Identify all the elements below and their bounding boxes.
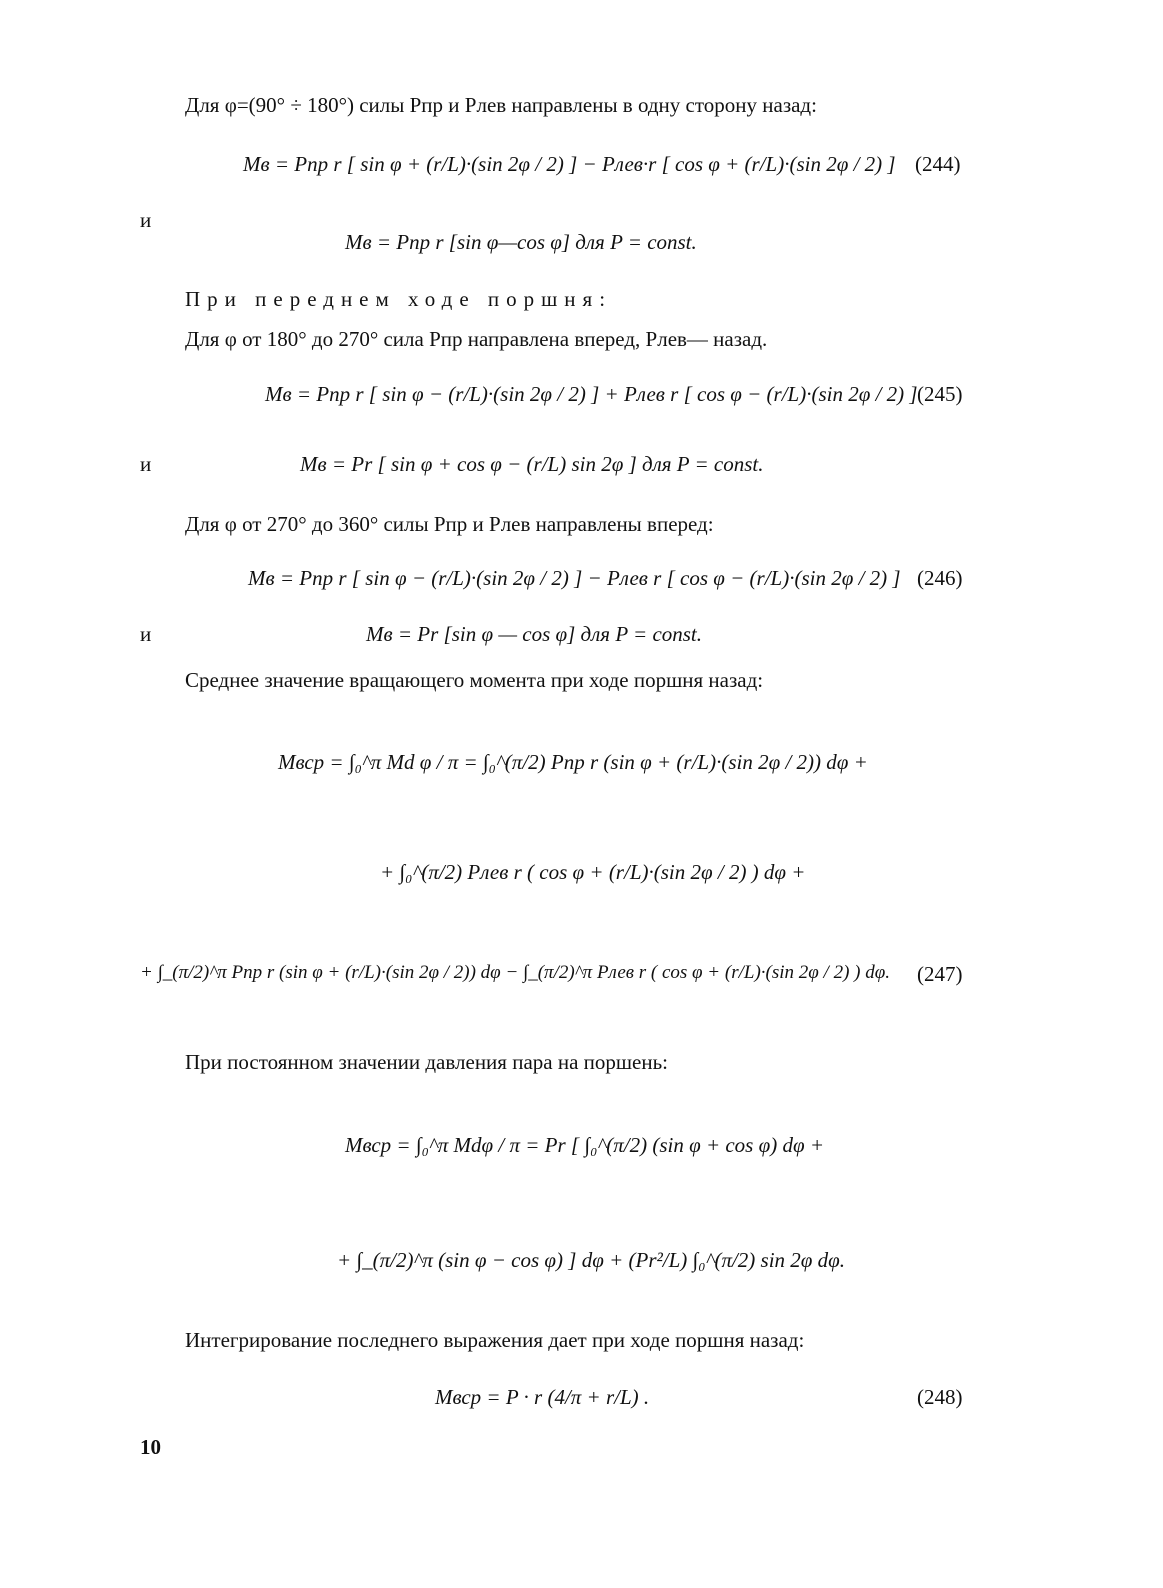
paragraph-5: Среднее значение вращающего момента при ходе поршня назад:: [185, 668, 764, 692]
equation-247-line3: + ∫_(π/2)^π Pпр r (sin φ + (r/L)·(sin 2φ / 2)) dφ − ∫_(π/2)^π Pлев r ( cos φ + (r/L)·(sin 2φ / 2) ) dφ.: [140, 962, 890, 983]
equation-245b: Mв = Pr [ sin φ + cos φ − (r/L) sin 2φ ] для P = const.: [300, 452, 764, 476]
paragraph-1: Для φ=(90° ÷ 180°) силы Pпр и Pлев направлены в одну сторону назад:: [185, 93, 817, 117]
paragraph-4: Для φ от 270° до 360° силы Pпр и Pлев направлены вперед:: [185, 512, 714, 536]
equation-247-line2: + ∫₀^(π/2) Pлев r ( cos φ + (r/L)·(sin 2φ / 2) ) dφ +: [380, 860, 806, 884]
page-number: 10: [140, 1435, 161, 1459]
equation-integral-const-line2: + ∫_(π/2)^π (sin φ − cos φ) ] dφ + (Pr²/L) ∫₀^(π/2) sin 2φ dφ.: [337, 1248, 846, 1272]
equation-245: Mв = Pпр r [ sin φ − (r/L)·(sin 2φ / 2) ] + Pлев r [ cos φ − (r/L)·(sin 2φ / 2) ]: [265, 382, 918, 406]
paragraph-6: При постоянном значении давления пара на поршень:: [185, 1050, 669, 1074]
conjunction-1: и: [140, 208, 152, 232]
conjunction-3: и: [140, 622, 152, 646]
equation-number-244: (244): [915, 152, 961, 176]
equation-number-248: (248): [917, 1385, 963, 1409]
paragraph-2: При переднем ходе поршня:: [185, 287, 613, 311]
paragraph-7: Интегрирование последнего выражения дает при ходе поршня назад:: [185, 1328, 805, 1352]
equation-number-247: (247): [917, 962, 963, 986]
equation-number-245: (245): [917, 382, 963, 406]
paragraph-3: Для φ от 180° до 270° сила Pпр направлена вперед, Pлев— назад.: [185, 327, 768, 351]
equation-244: Mв = Pпр r [ sin φ + (r/L)·(sin 2φ / 2) ] − Pлев·r [ cos φ + (r/L)·(sin 2φ / 2) ]: [243, 152, 896, 176]
equation-246b: Mв = Pr [sin φ — cos φ] для P = const.: [366, 622, 703, 646]
equation-number-246: (246): [917, 566, 963, 590]
equation-248: Mвср = P · r (4/π + r/L) .: [435, 1385, 650, 1409]
conjunction-2: и: [140, 452, 152, 476]
equation-246: Mв = Pпр r [ sin φ − (r/L)·(sin 2φ / 2) ] − Pлев r [ cos φ − (r/L)·(sin 2φ / 2) ]: [248, 566, 901, 590]
equation-integral-const-line1: Mвср = ∫₀^π Mdφ / π = Pr [ ∫₀^(π/2) (sin φ + cos φ) dφ +: [345, 1133, 825, 1157]
equation-247-line1: Mвср = ∫₀^π Md φ / π = ∫₀^(π/2) Pпр r (sin φ + (r/L)·(sin 2φ / 2)) dφ +: [278, 750, 868, 774]
equation-244b: Mв = Pпр r [sin φ—cos φ] для P = const.: [345, 230, 697, 254]
